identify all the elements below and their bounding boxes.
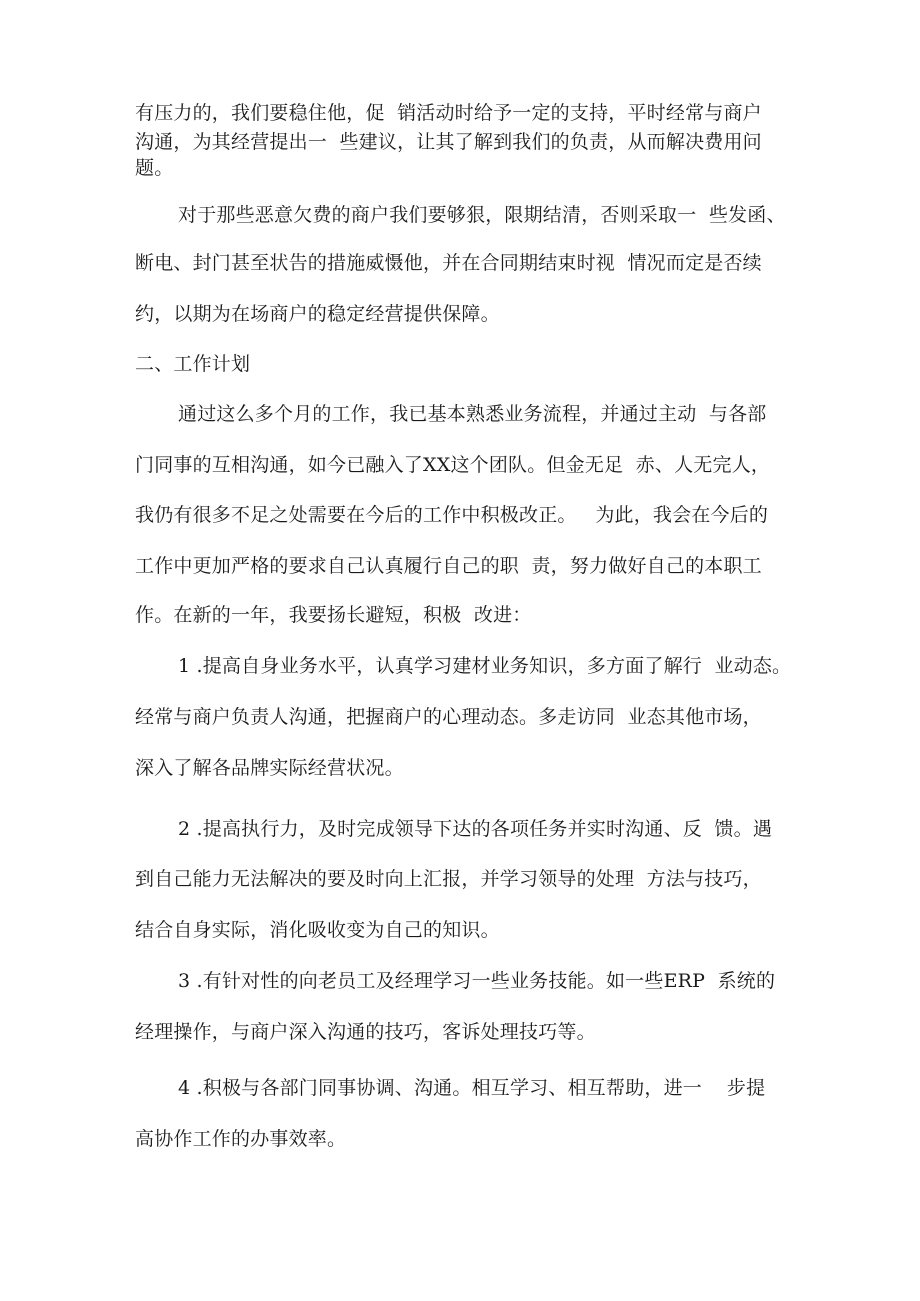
- text-line: 作。在新的一年，我要扬长避短，积极 改进：: [135, 604, 532, 626]
- text-line: 经常与商户负责人沟通，把握商户的心理动态。多走访同 业态其他市场，: [135, 706, 762, 728]
- text-line: 深入了解各品牌实际经营状况。: [135, 757, 404, 779]
- text-line: 我仍有很多不足之处需要在今后的工作中积极改正。 为此，我会在今后的: [135, 504, 769, 526]
- text-line: 对于那些恶意欠费的商户我们要够狠，限期结清，否则采取一 些发函、: [178, 204, 786, 226]
- text-line: 工作中更加严格的要求自己认真履行自己的职 责，努力做好自己的本职工: [135, 555, 762, 577]
- text-line: 题。: [135, 157, 174, 179]
- text-line: 约，以期为在场商户的稳定经营提供保障。: [135, 303, 500, 325]
- text-line: 4 .积极与各部门同事协调、沟通。相互学习、相互帮助，进一 步提: [178, 1077, 766, 1099]
- text-line: 3 .有针对性的向老员工及经理学习一些业务技能。如一些ERP 系统的: [178, 970, 776, 992]
- text-line: 门同事的互相沟通，如今已融入了XX这个团队。但金无足 赤、人无完人，: [135, 454, 771, 476]
- text-line: 到自己能力无法解决的要及时向上汇报，并学习领导的处理 方法与技巧，: [135, 868, 762, 890]
- text-line: 有压力的，我们要稳住他，促 销活动时给予一定的支持，平时经常与商户: [135, 102, 762, 124]
- text-line: 结合自身实际，消化吸收变为自己的知识。: [135, 919, 500, 941]
- text-line: 沟通，为其经营提出一 些建议，让其了解到我们的负责，从而解决费用问: [135, 131, 762, 153]
- section-heading: 二、工作计划: [135, 353, 251, 375]
- text-line: 1 .提高自身业务水平，认真学习建材业务知识，多方面了解行 业动态。: [178, 655, 792, 677]
- text-line: 高协作工作的办事效率。: [135, 1128, 347, 1150]
- text-line: 通过这么多个月的工作，我已基本熟悉业务流程，并通过主动 与各部: [178, 403, 767, 425]
- text-line: 经理操作，与商户深入沟通的技巧，客诉处理技巧等。: [135, 1021, 596, 1043]
- text-line: 断电、封门甚至状告的措施威慑他，并在合同期结束时视 情况而定是否续: [135, 252, 762, 274]
- text-line: 2 .提高执行力，及时完成领导下达的各项任务并实时沟通、反 馈。遇: [178, 818, 773, 840]
